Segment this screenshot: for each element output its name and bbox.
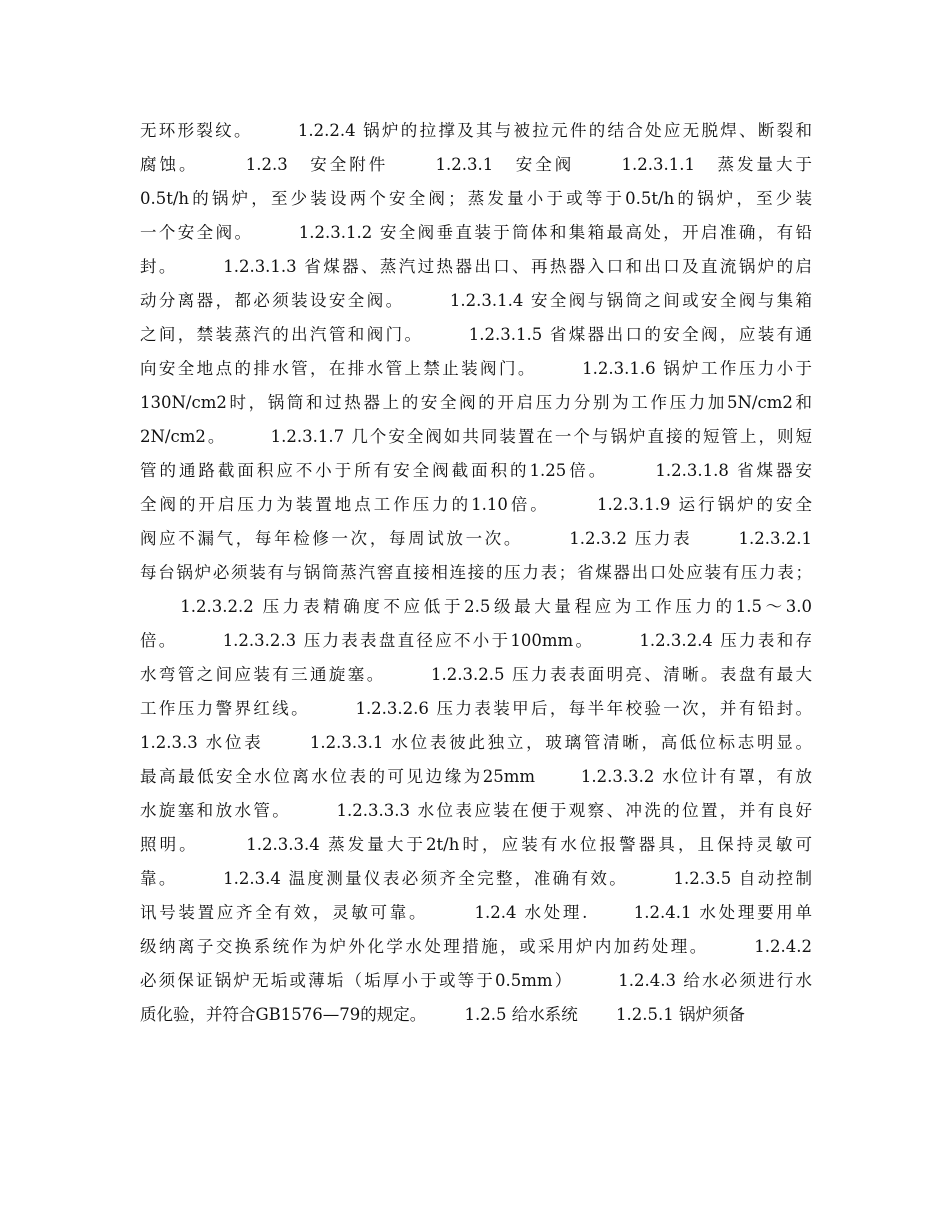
text-line: 每台锅炉必须装有与锅筒蒸汽窖直接相连接的压力表；省煤器出口处应装有压力表；	[140, 563, 812, 582]
text-line: 1.2.3.2.2 压力表精确度不应低于2.5级最大量程应为工作压力的1.5～3.0	[140, 597, 812, 616]
text-line: 级纳离子交换系统作为炉外化学水处理措施，或采用炉内加药处理。 1.2.4.2	[140, 937, 812, 956]
text-line: 最高最低安全水位离水位表的可见边缘为25mm 1.2.3.3.2 水位计有罩，有放	[140, 767, 812, 786]
text-line: 全阀的开启压力为装置地点工作压力的1.10倍。 1.2.3.1.9 运行锅炉的安全	[140, 495, 812, 514]
text-line: 无环形裂纹。 1.2.2.4 锅炉的拉撑及其与被拉元件的结合处应无脱焊、断裂和	[140, 121, 812, 140]
text-line: 水弯管之间应装有三通旋塞。 1.2.3.2.5 压力表表面明亮、清晰。表盘有最大	[140, 665, 812, 684]
text-line: 质化验，并符合GB1576—79的规定。 1.2.5 给水系统 1.2.5.1 锅炉须备	[140, 1005, 745, 1024]
text-line: 2N/cm2。 1.2.3.1.7 几个安全阀如共同装置在一个与锅炉直接的短管上，则短	[140, 427, 812, 446]
text-line: 靠。 1.2.3.4 温度测量仪表必须齐全完整，准确有效。 1.2.3.5 自动控制	[140, 869, 812, 888]
text-line: 一个安全阀。 1.2.3.1.2 安全阀垂直装于筒体和集箱最高处，开启准确，有铅	[140, 223, 812, 242]
text-line: 工作压力警界红线。 1.2.3.2.6 压力表装甲后，每半年校验一次，并有铅封。	[140, 699, 812, 718]
text-line: 封。 1.2.3.1.3 省煤器、蒸汽过热器出口、再热器入口和出口及直流锅炉的启	[140, 257, 812, 276]
text-line: 之间，禁装蒸汽的出汽管和阀门。 1.2.3.1.5 省煤器出口的安全阀，应装有通	[140, 325, 812, 344]
text-line: 水旋塞和放水管。 1.2.3.3.3 水位表应装在便于观察、冲洗的位置，并有良好	[140, 801, 812, 820]
text-line: 动分离器，都必须装设安全阀。 1.2.3.1.4 安全阀与锅筒之间或安全阀与集箱	[140, 291, 812, 310]
text-line: 向安全地点的排水管，在排水管上禁止装阀门。 1.2.3.1.6 锅炉工作压力小于	[140, 359, 812, 378]
text-line: 必须保证锅炉无垢或薄垢（垢厚小于或等于0.5mm） 1.2.4.3 给水必须进行水	[140, 971, 812, 990]
text-line: 130N/cm2时，锅筒和过热器上的安全阀的开启压力分别为工作压力加5N/cm2和	[140, 393, 812, 412]
text-line: 阀应不漏气，每年检修一次，每周试放一次。 1.2.3.2 压力表 1.2.3.2.1	[140, 529, 812, 548]
text-line: 讯号装置应齐全有效，灵敏可靠。 1.2.4 水处理. 1.2.4.1 水处理要用单	[140, 903, 812, 922]
text-line: 0.5t/h的锅炉，至少装设两个安全阀；蒸发量小于或等于0.5t/h的锅炉，至少装	[140, 189, 812, 208]
text-line: 管的通路截面积应不小于所有安全阀截面积的1.25倍。 1.2.3.1.8 省煤器安	[140, 461, 812, 480]
text-line: 1.2.3.3 水位表 1.2.3.3.1 水位表彼此独立，玻璃管清晰，高低位标志明显。	[140, 733, 812, 752]
text-line: 腐蚀。 1.2.3 安全附件 1.2.3.1 安全阀 1.2.3.1.1 蒸发量大于	[140, 155, 812, 174]
text-line: 倍。 1.2.3.2.3 压力表表盘直径应不小于100mm。 1.2.3.2.4 压力表和存	[140, 631, 812, 650]
text-line: 照明。 1.2.3.3.4 蒸发量大于2t/h时，应装有水位报警器具，且保持灵敏可	[140, 835, 812, 854]
